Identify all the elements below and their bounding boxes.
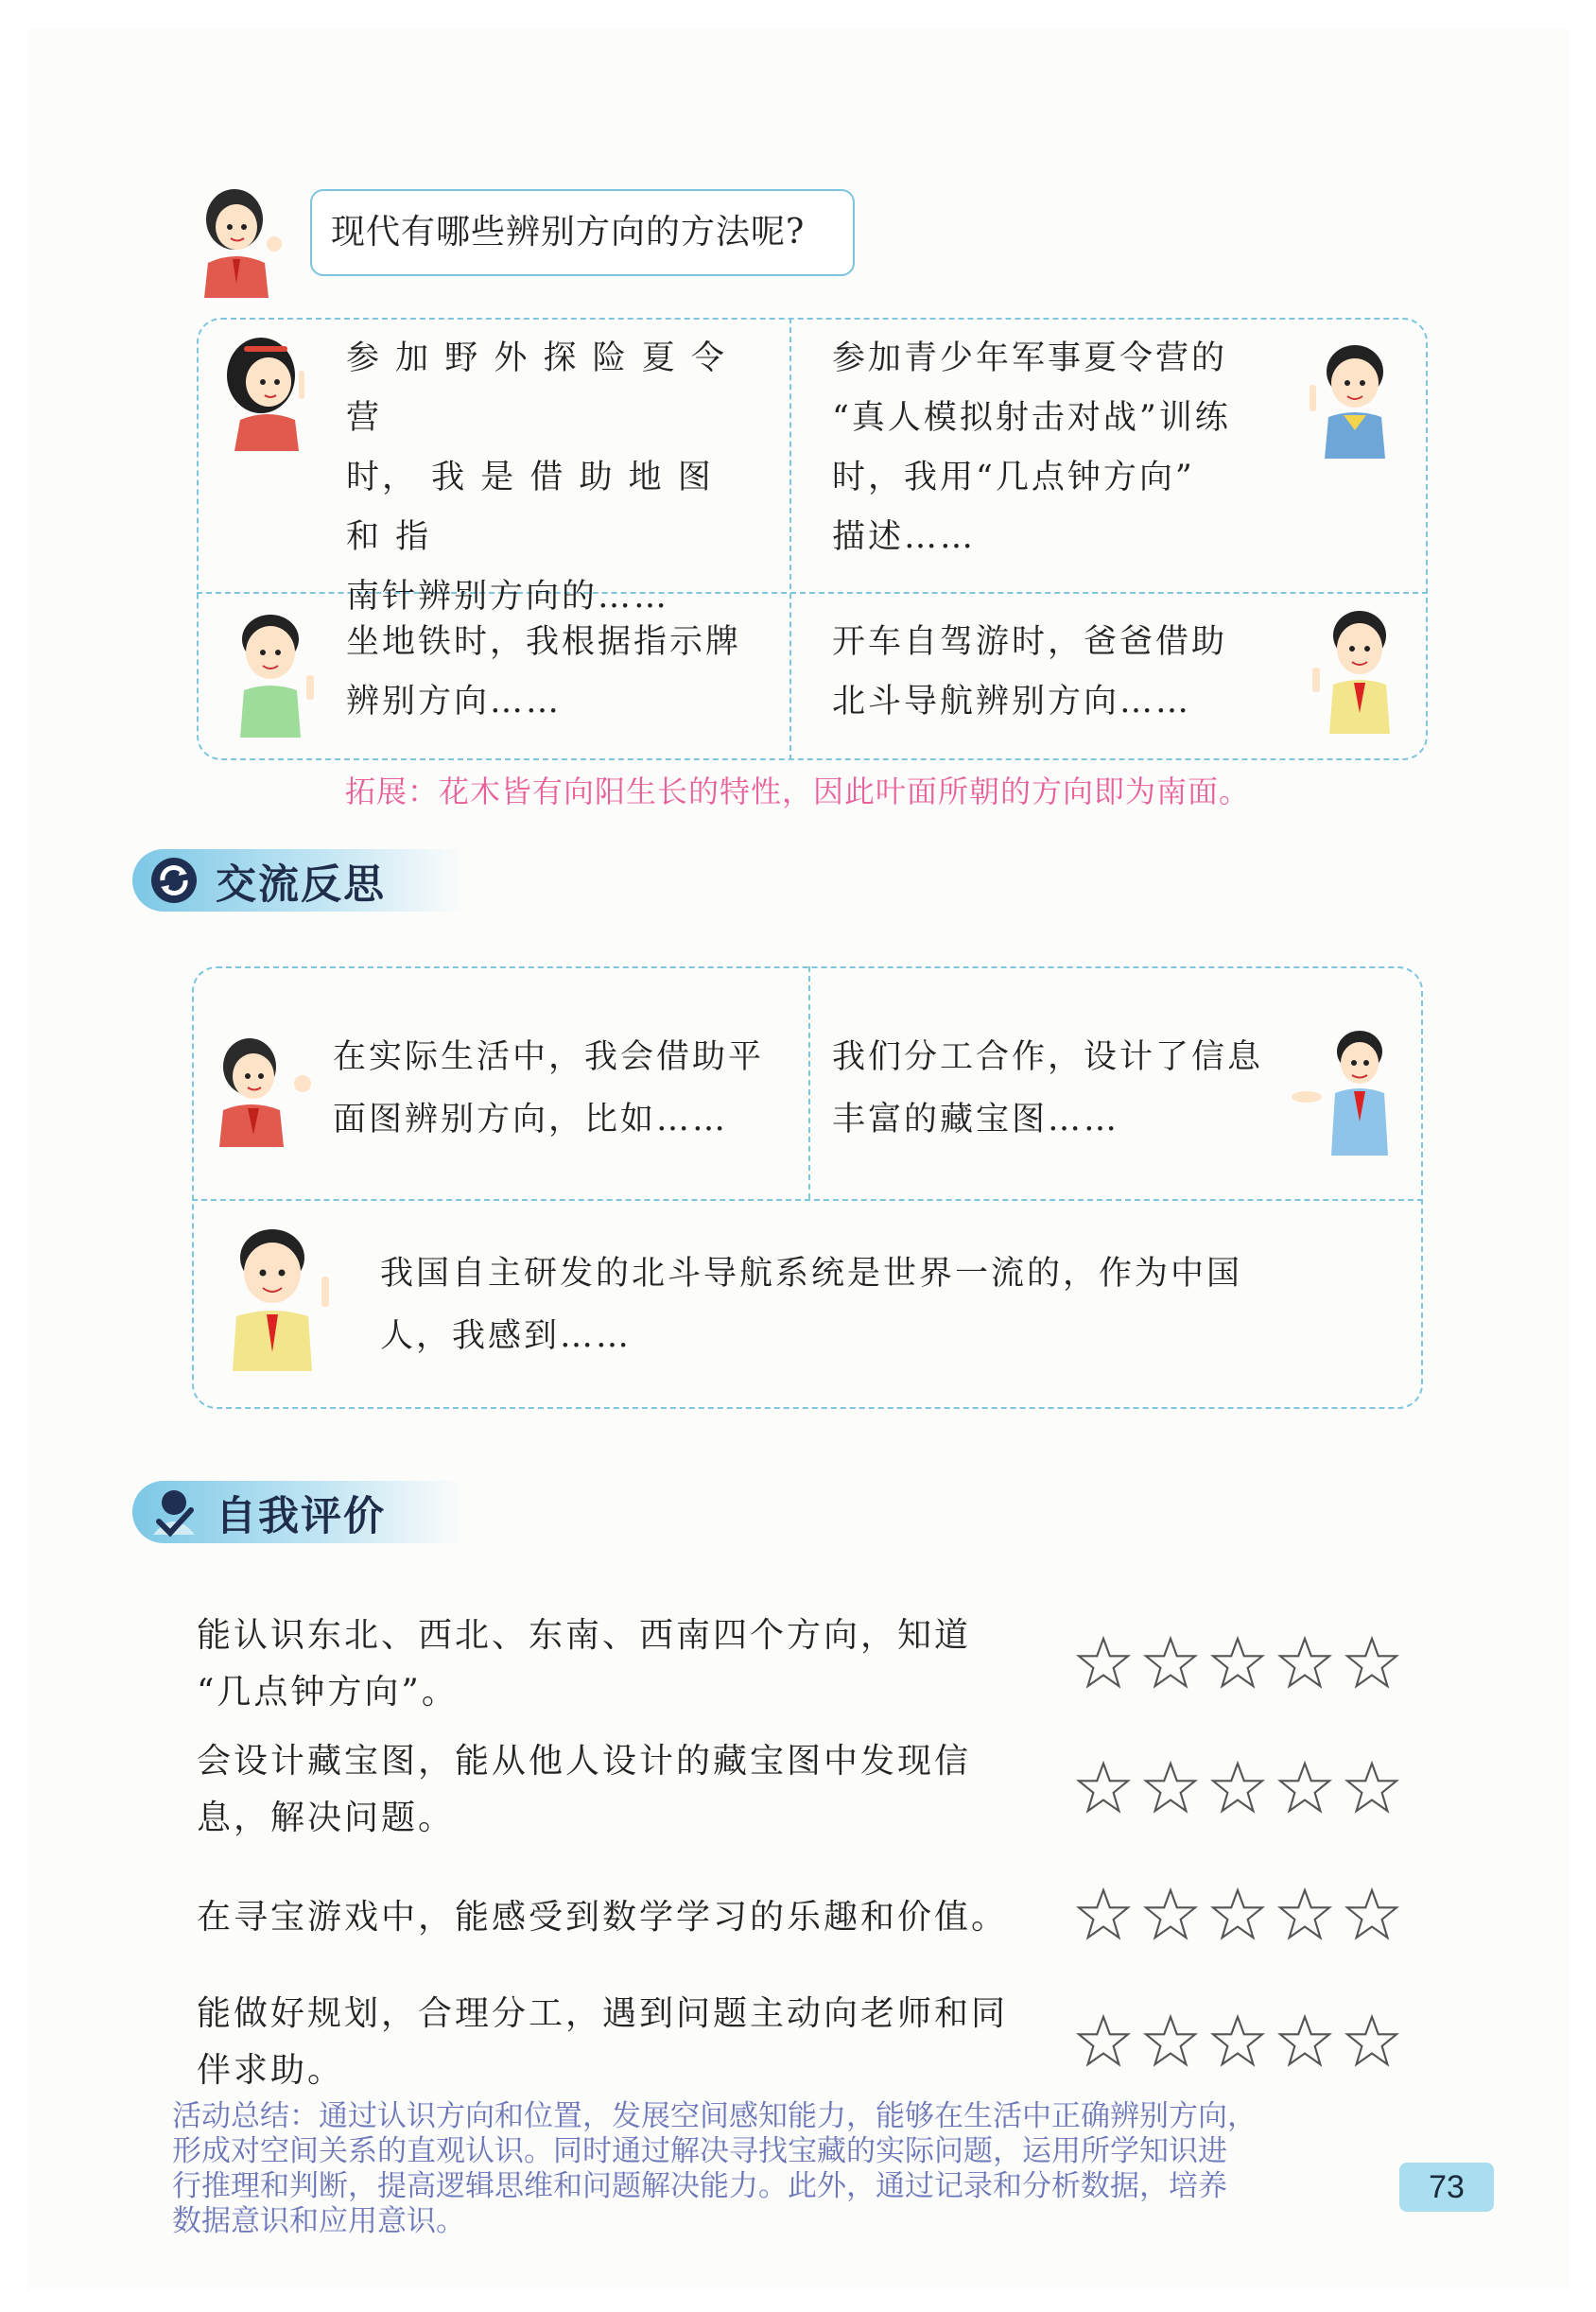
girl-character-icon — [210, 1029, 319, 1147]
text-line: 我们分工合作，设计了信息 — [832, 1038, 1264, 1076]
eval-item-4 — [197, 1986, 1048, 2099]
star-outline-icon[interactable] — [1210, 1761, 1265, 1816]
text-line: 辨别方向…… — [346, 683, 563, 721]
text-line: 息，解决问题。 — [197, 1799, 456, 1837]
star-outline-icon[interactable] — [1076, 2014, 1131, 2069]
text-line: 行推理和判断，提高逻辑思维和问题解决能力。此外，通过记录和分析数据，培养 — [172, 2169, 1227, 2203]
text-line: 人，我感到…… — [380, 1317, 633, 1355]
text-line: 形成对空间关系的直观认识。同时通过解决寻找宝藏的实际问题，运用所学知识进 — [172, 2134, 1227, 2168]
star-outline-icon[interactable] — [1210, 1887, 1265, 1942]
text-line: 活动总结：通过认识方向和位置，发展空间感知能力，能够在生活中正确辨别方向， — [172, 2099, 1257, 2133]
star-outline-icon[interactable] — [1277, 1761, 1332, 1816]
reflect-1-text — [333, 1026, 806, 1151]
eval-item-2 — [197, 1733, 1048, 1847]
activity-summary — [172, 2099, 1401, 2239]
text-line: 能做好规划，合理分工，遇到问题主动向老师和同 — [197, 1994, 1009, 2033]
star-outline-icon[interactable] — [1277, 2014, 1332, 2069]
section-title: 自我评价 — [216, 1493, 386, 1540]
eval-item-1 — [197, 1608, 1048, 1721]
text-line: 会设计藏宝图，能从他人设计的藏宝图中发现信 — [197, 1742, 972, 1781]
text-line: 坐地铁时，我根据指示牌 — [346, 623, 742, 661]
refresh-icon — [149, 856, 199, 909]
star-outline-icon[interactable] — [1076, 1761, 1131, 1816]
text-line: 时，我用“几点钟方向” — [832, 459, 1195, 496]
star-outline-icon[interactable] — [1143, 1761, 1198, 1816]
text-line: 南针辨别方向的…… — [346, 578, 670, 616]
star-outline-icon[interactable] — [1277, 1636, 1332, 1691]
text-line: 描述…… — [832, 518, 977, 556]
boy-character-icon — [219, 1220, 342, 1371]
star-outline-icon[interactable] — [1210, 2014, 1265, 2069]
page-number: 73 — [1399, 2163, 1494, 2212]
star-rating[interactable] — [1076, 1636, 1399, 1691]
text-line: 参 加 野 外 探 险 夏 令 营 — [346, 339, 727, 437]
star-outline-icon[interactable] — [1143, 1887, 1198, 1942]
star-outline-icon[interactable] — [1344, 1887, 1399, 1942]
boy-character-icon — [223, 605, 327, 738]
star-rating[interactable] — [1076, 2014, 1399, 2069]
star-outline-icon[interactable] — [1344, 1636, 1399, 1691]
star-rating[interactable] — [1076, 1761, 1399, 1816]
person-check-icon — [149, 1487, 200, 1544]
text-line: 能认识东北、西北、东南、西南四个方向，知道 — [197, 1616, 972, 1655]
card-2-text — [832, 329, 1286, 567]
expand-note: 拓展：花木皆有向阳生长的特性，因此叶面所朝的方向即为南面。 — [345, 774, 1251, 809]
star-outline-icon[interactable] — [1344, 2014, 1399, 2069]
text-line: 北斗导航辨别方向…… — [832, 683, 1192, 721]
card-3-text — [346, 613, 762, 732]
card-1-text — [346, 329, 762, 627]
text-line: 参加青少年军事夏令营的 — [832, 339, 1228, 377]
text-line: “几点钟方向”。 — [197, 1673, 459, 1712]
star-outline-icon[interactable] — [1076, 1636, 1131, 1691]
divider — [192, 1199, 1423, 1201]
text-line: 我国自主研发的北斗导航系统是世界一流的，作为中国 — [380, 1255, 1243, 1293]
text-line: 面图辨别方向，比如…… — [333, 1101, 729, 1139]
section-title: 交流反思 — [216, 861, 386, 909]
star-rating[interactable] — [1076, 1887, 1399, 1942]
star-outline-icon[interactable] — [1277, 1887, 1332, 1942]
girl-character-icon — [216, 333, 315, 451]
card-4-text — [832, 613, 1286, 732]
text-line: “真人模拟射击对战”训练 — [832, 399, 1231, 437]
text-line: 在寻宝游戏中，能感受到数学学习的乐趣和价值。 — [197, 1898, 1009, 1937]
star-outline-icon[interactable] — [1210, 1636, 1265, 1691]
eval-item-3 — [197, 1889, 1048, 1946]
section-header-reflect — [132, 849, 463, 912]
text-line: 伴求助。 — [197, 2051, 345, 2090]
boy-character-icon — [1300, 336, 1404, 459]
divider — [789, 318, 791, 760]
text-line: 开车自驾游时，爸爸借助 — [832, 623, 1228, 661]
star-outline-icon[interactable] — [1344, 1761, 1399, 1816]
text-line: 丰富的藏宝图…… — [832, 1101, 1120, 1139]
text-line: 在实际生活中，我会借助平 — [333, 1038, 765, 1076]
question-bubble: 现代有哪些辨别方向的方法呢? — [310, 189, 855, 276]
boy-character-icon — [1303, 601, 1407, 734]
text-line: 数据意识和应用意识。 — [172, 2204, 465, 2238]
divider — [808, 966, 810, 1199]
girl-character-icon — [187, 180, 291, 298]
star-outline-icon[interactable] — [1076, 1887, 1131, 1942]
star-outline-icon[interactable] — [1143, 2014, 1198, 2069]
section-header-self-eval — [132, 1481, 463, 1543]
reflect-3-text — [380, 1243, 1373, 1367]
boy-character-icon — [1286, 1023, 1399, 1156]
text-line: 时， 我 是 借 助 地 图 和 指 — [346, 459, 714, 556]
star-outline-icon[interactable] — [1143, 1636, 1198, 1691]
reflect-2-text — [832, 1026, 1305, 1151]
